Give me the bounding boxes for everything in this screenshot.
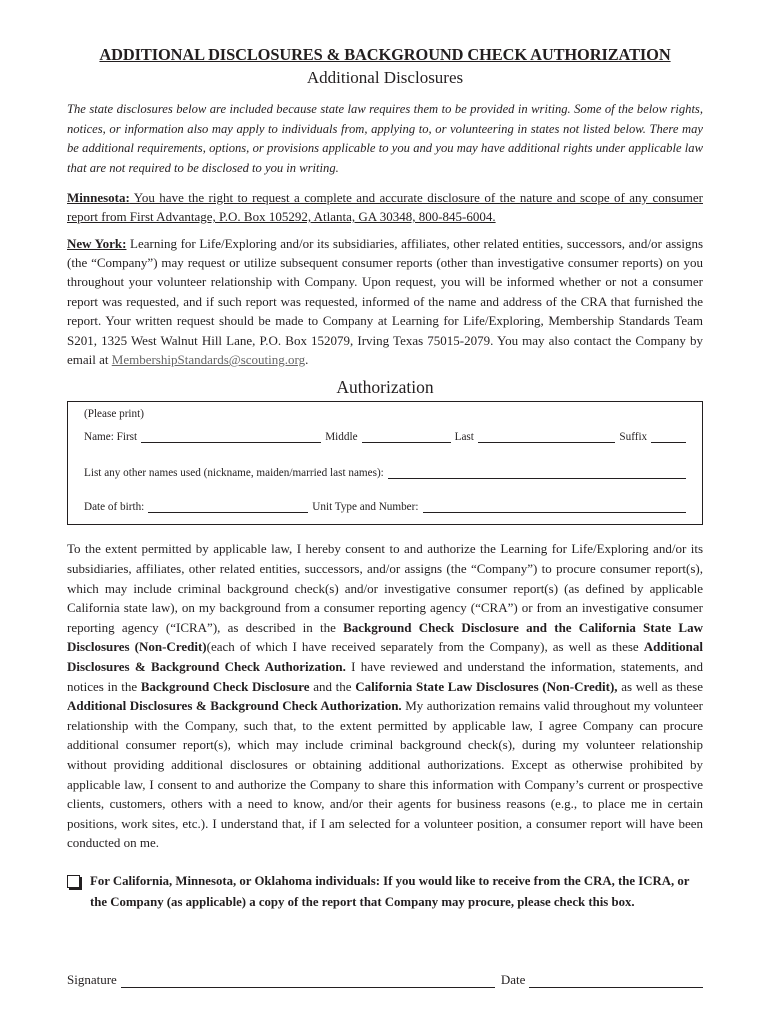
first-name-field[interactable] bbox=[141, 430, 321, 443]
report-copy-option bbox=[67, 871, 703, 913]
middle-name-label: Middle bbox=[325, 431, 358, 444]
applicant-info-box bbox=[67, 401, 703, 525]
minnesota-text: You have the right to request a complete and accurate disclosure of the nature and scope of any consumer report from First Advantage, P.O. Box 105292, Atlanta, GA 30348, 800-845-6004. bbox=[67, 189, 703, 225]
email-link[interactable]: MembershipStandards@scouting.org bbox=[111, 352, 306, 368]
dob-field[interactable] bbox=[148, 500, 308, 513]
other-names-field[interactable] bbox=[388, 466, 686, 479]
signature-row bbox=[67, 972, 703, 988]
first-name-label: Name: First bbox=[84, 431, 138, 444]
please-print-label: (Please print) bbox=[84, 408, 144, 421]
consent-paragraph: To the extent permitted by applicable law, I hereby consent to and authorize the Learning for Life/Exploring and/or its subsidiaries, affiliates, other related entities, successors, and/or assigns (the “Company”) to procure consumer report(s), which may include criminal background check(s) and/or investigative consumer report(s) (as defined by applicable California state law), on my background from a consumer reporting agency (“CRA”) or from an investigative consumer reporting agency (“ICRA”), as described in the Background Check Disclosure and the California State Law Disclosures (Non-Credit)(each of which I have received separately from the Company), as well as these Additional Disclosures & Background Check Authorization. I have reviewed and understand the information, statements, and notices in the Background Check Disclosure and the California State Law Disclosures (Non-Credit), as well as these Additional Disclosures & Background Check Authorization. My authorization remains valid throughout my volunteer relationship with the Company, such that, to the extent permitted by applicable law, I agree Company can procure additional consumer report(s), which may include criminal background check(s), during my volunteer relationship without providing additional disclosures or obtaining additional authorizations. Except as otherwise prohibited by applicable law, I consent to and authorize the Company to share this information with Company’s current or prospective clients, customers, others with a need to know, and/or their agents for business reasons (e.g., to place me in certain positions, work sites, etc.). I understand that, if I am selected for a volunteer position, a consumer report will have been conducted on me. bbox=[67, 541, 703, 851]
unit-field[interactable] bbox=[423, 500, 687, 513]
minnesota-label: Minnesota: bbox=[67, 189, 130, 205]
dob-label: Date of birth: bbox=[84, 501, 145, 514]
section-title-additional-disclosures: Additional Disclosures bbox=[306, 68, 464, 87]
new-york-label: New York: bbox=[67, 235, 127, 251]
minnesota-disclosure bbox=[67, 188, 703, 227]
document-page bbox=[67, 44, 704, 987]
date-field[interactable] bbox=[529, 974, 703, 988]
unit-label: Unit Type and Number: bbox=[312, 501, 419, 514]
date-label: Date bbox=[500, 972, 526, 987]
report-copy-text: For California, Minnesota, or Oklahoma individuals: If you would like to receive from the CRA, the ICRA, or the Company (as applicable) a copy of the report that Company may procure, please check this box. bbox=[90, 873, 690, 909]
suffix-field[interactable] bbox=[651, 430, 686, 443]
report-copy-checkbox[interactable] bbox=[67, 875, 80, 888]
last-name-label: Last bbox=[454, 431, 474, 444]
middle-name-field[interactable] bbox=[362, 430, 451, 443]
signature-field[interactable] bbox=[121, 974, 495, 988]
section-title-authorization: Authorization bbox=[336, 377, 434, 398]
intro-paragraph: The state disclosures below are included because state law requires them to be provided in writing. Some of the below rights, notices, or information also may apply to individuals from, applying to, or volunteering in states not listed below. There may be additional requirements, options, or provisions applicable to you and you may have additional rights under applicable law that are not required to be disclosed to you in writing. bbox=[67, 102, 703, 176]
other-names-label: List any other names used (nickname, maiden/married last names): bbox=[84, 467, 384, 480]
signature-label: Signature bbox=[67, 972, 117, 987]
suffix-label: Suffix bbox=[619, 431, 648, 444]
document-title: ADDITIONAL DISCLOSURES & BACKGROUND CHECK AUTHORIZATION bbox=[99, 45, 671, 64]
new-york-text: Learning for Life/Exploring and/or its subsidiaries, affiliates, other related entities, successors, and/or assigns (the “Company”) may request or utilize subsequent consumer reports (other than investigative consumer reports) on you throughout your volunteer relationship with Company. Upon request, you will be informed whether or not a consumer report was requested, and if such report was requested, informed of the name and address of the CRA that furnished the report. Your written request should be made to Company at Learning for Life/Exploring, Membership Standards Team S201, 1325 West Walnut Hill Lane, P.O. Box 152079, Irving Texas 75015-2079. You may also contact the Company by email at bbox=[67, 235, 704, 368]
new-york-disclosure: New York: Learning for Life/Exploring and/or its subsidiaries, affiliates, other related entities, successors, and/or assigns (the “Company”) may request or utilize subsequent consumer reports (other than investigative consumer reports) on you throughout your volunteer relationship with Company. Upon request, you will be informed whether or not a consumer report was requested, and if such report was requested, informed of the name and address of the CRA that furnished the report. Your written request should be made to Company at Learning for Life/Exploring, Membership Standards Team S201, 1325 West Walnut Hill Lane, P.O. Box 152079, Irving Texas 75015-2079. You may also contact the Company by email at MembershipStandards@scouting.org. bbox=[67, 235, 704, 368]
last-name-field[interactable] bbox=[478, 430, 615, 443]
